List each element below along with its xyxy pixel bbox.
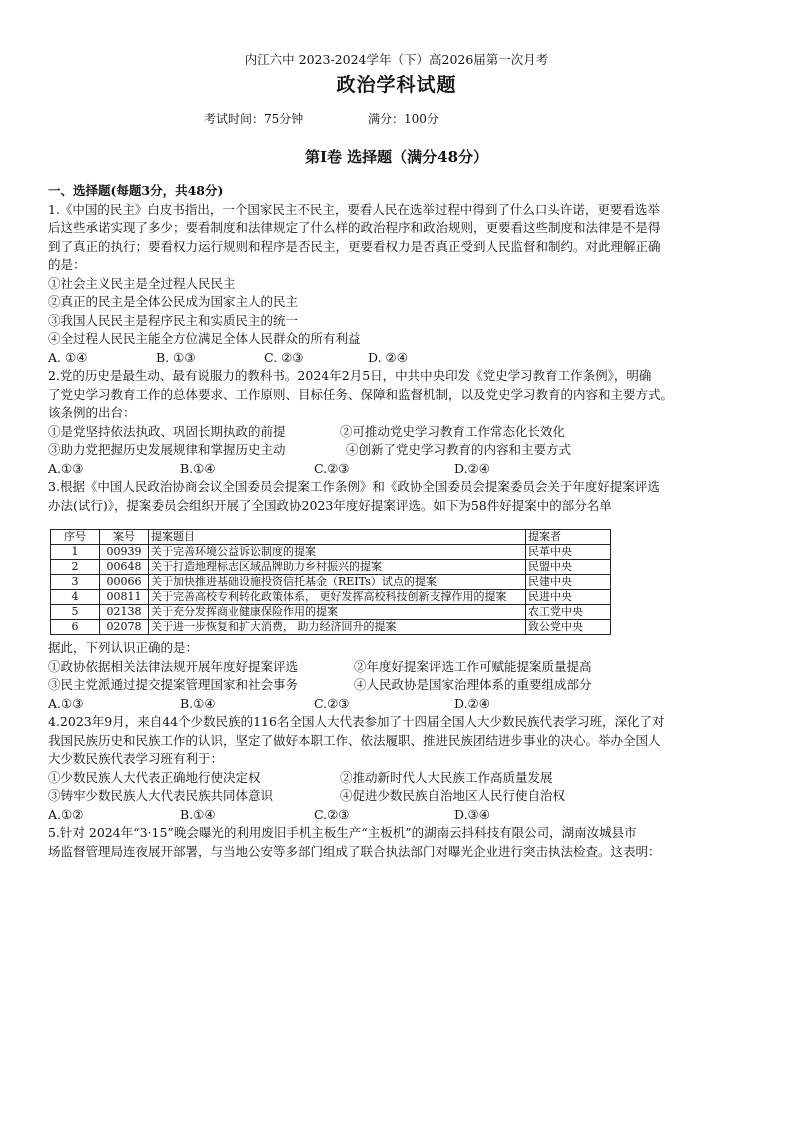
q3-option-a: A.①③ (48, 695, 84, 711)
q2-item: ④创新了党史学习教育的内容和主要方式 (346, 442, 572, 457)
q1-stem-line: 1.《中国的民主》白皮书指出，一个国家民主不民主，要看人民在选举过程中得到了什么口头许诺，更要看选举 (48, 201, 660, 217)
q1-option-b: B. ①③ (156, 349, 196, 365)
table-cell: 6 (51, 620, 100, 635)
q1-stem-line: 到了真正的执行；要看权力运行规则和程序是否民主，更要看权力是否真正受到人民监督和制约。对此理解正确 (48, 238, 661, 254)
table-cell: 02138 (100, 605, 149, 620)
table-cell: 关于进一步恢复和扩大消费， 助力经济回升的提案 (149, 620, 526, 635)
q4-item: ③铸牢少数民族人大代表民族共同体意识 (48, 788, 274, 803)
q3-items-row (48, 676, 748, 695)
table-row (51, 545, 611, 560)
q4-options (48, 806, 748, 825)
q3-items-row (48, 658, 748, 677)
question-5 (48, 824, 748, 861)
table-cell: 2 (51, 560, 100, 575)
q2-stem-line: 了党史学习教育工作的总体要求、工作原则、目标任务、保障和监督机制，以及党史学习教育的内容和主要方式。 (48, 386, 674, 402)
table-cell: 民建中央 (526, 575, 611, 590)
q3-option-b: B.①④ (180, 695, 216, 711)
table-cell: 00066 (100, 575, 149, 590)
q4-item: ①少数民族人大代表正确地行使决定权 (48, 769, 261, 785)
q1-option-d: D. ②④ (368, 349, 408, 365)
q2-option-b: B.①④ (180, 460, 216, 476)
question-3 (48, 478, 748, 713)
q3-option-d: D.②④ (454, 695, 490, 711)
table-row (51, 620, 611, 635)
table-cell: 3 (51, 575, 100, 590)
table-cell: 民进中央 (526, 590, 611, 605)
q4-item: ②推动新时代人大民族工作高质量发展 (340, 769, 553, 785)
q4-option-c: C.②③ (314, 806, 350, 822)
q5-stem-line: 5.针对 2024年“3·15”晚会曝光的利用废旧手机主板生产“主板机”的湖南云抖科技有限公司，湖南汝城县市 (48, 825, 637, 840)
table-cell: 农工党中央 (526, 605, 611, 620)
q5-stem-line: 场监督管理局连夜展开部署，与当地公安等多部门组成了联合执法部门对曝光企业进行突击执法检查。这表明： (48, 843, 661, 859)
q2-item: ②可推动党史学习教育工作常态化长效化 (340, 423, 566, 439)
table-cell: 关于完善环境公益诉讼制度的提案 (149, 545, 526, 560)
question-4 (48, 713, 748, 824)
q2-item: ③助力党把握历史发展规律和掌握历史主动 (48, 442, 286, 457)
q3-stem-line: 3.根据《中国人民政治协商会议全国委员会提案工作条例》和《政协全国委员会提案委员会关于年度好提案评选 (48, 479, 660, 494)
q4-stem-line: 我国民族历史和民族工作的认识，坚定了做好本职工作、依法履职、推进民族团结进步事业的决心。举办全国人 (48, 732, 661, 748)
table-row (51, 605, 611, 620)
proposal-table (50, 529, 611, 635)
q3-item: ①政协依据相关法律法规开展年度好提案评选 (48, 658, 299, 674)
exam-title: 政治学科试题 (336, 74, 457, 96)
q1-option-c: C. ②③ (264, 349, 304, 365)
q2-option-d: D.②④ (454, 460, 490, 476)
q3-option-c: C.②③ (314, 695, 350, 711)
q4-option-d: D.③④ (454, 806, 490, 822)
q4-items-row (48, 769, 748, 788)
table-cell: 00939 (100, 545, 149, 560)
q3-item: ④人民政协是国家治理体系的重要组成部分 (354, 677, 592, 692)
q3-stem-line: 办法(试行)》，提案委员会组织开展了全国政协2023年度好提案评选。如下为58件好提案中的部分名单 (48, 497, 612, 513)
q4-option-b: B.①④ (180, 806, 216, 822)
q1-stem-line: 的是： (48, 257, 86, 272)
q4-stem-line: 大少数民族代表学习班有利于： (48, 751, 224, 766)
q1-item: ②真正的民主是全体公民成为国家主人的民主 (48, 294, 299, 309)
q4-stem-line: 4.2023年9月，来自44个少数民族的116名全国人大代表参加了十四届全国人大少数民族代表学习班，深化了对 (48, 714, 665, 729)
q2-option-c: C.②③ (314, 460, 350, 476)
q2-stem-line: 该条例的出台： (48, 405, 136, 420)
table-header: 序号 (51, 530, 100, 545)
table-cell: 02078 (100, 620, 149, 635)
q2-items-row (48, 441, 748, 460)
table-cell: 关于充分发挥商业健康保险作用的提案 (149, 605, 526, 620)
table-cell: 00811 (100, 590, 149, 605)
table-header: 案号 (100, 530, 149, 545)
exam-subtitle: 内江六中 2023-2024学年（下）高2026届第一次月考 (244, 52, 549, 67)
q3-item: ③民主党派通过提交提案管理国家和社会事务 (48, 677, 299, 692)
table-row (51, 590, 611, 605)
q3-options (48, 695, 748, 714)
table-cell: 民盟中央 (526, 560, 611, 575)
table-cell: 5 (51, 605, 100, 620)
table-row (51, 575, 611, 590)
table-cell: 关于完善高校专利转化政策体系， 更好发挥高校科技创新支撑作用的提案 (149, 590, 526, 605)
section-title: 第Ⅰ卷 选择题（满分48分） (304, 148, 489, 166)
q1-item: ①社会主义民主是全过程人民民主 (48, 275, 236, 291)
table-row (51, 560, 611, 575)
q3-item: ②年度好提案评选工作可赋能提案质量提高 (354, 658, 592, 674)
q4-items-row (48, 787, 748, 806)
q4-item: ④促进少数民族自治地区人民行使自治权 (340, 788, 566, 803)
table-header: 提案者 (526, 530, 611, 545)
table-cell: 关于打造地理标志区域品牌助力乡村振兴的提案 (149, 560, 526, 575)
question-2 (48, 367, 748, 478)
q1-options (48, 349, 748, 368)
table-cell: 致公党中央 (526, 620, 611, 635)
question-1 (48, 201, 748, 368)
table-cell: 4 (51, 590, 100, 605)
part1-heading: 一、选择题(每题3分，共48分) (48, 183, 224, 198)
q1-item: ④全过程人民民主能全方位满足全体人民群众的所有利益 (48, 331, 361, 346)
q1-option-a: A. ①④ (48, 349, 88, 365)
table-cell: 关于加快推进基础设施投资信托基金（REITs）试点的提案 (149, 575, 526, 590)
table-cell: 民革中央 (526, 545, 611, 560)
exam-time: 考试时间：75分钟 (204, 112, 304, 126)
q2-items-row (48, 423, 748, 442)
table-header: 提案题目 (149, 530, 526, 545)
table-cell: 00648 (100, 560, 149, 575)
q4-option-a: A.①② (48, 806, 84, 822)
q2-options (48, 460, 748, 479)
q1-item: ③我国人民民主是程序民主和实质民主的统一 (48, 312, 299, 328)
table-cell: 1 (51, 545, 100, 560)
q3-after-table: 据此，下列认识正确的是： (48, 640, 199, 655)
questions-content (48, 182, 748, 861)
full-score: 满分：100分 (368, 112, 439, 126)
q2-item: ①是党坚持依法执政、巩固长期执政的前提 (48, 423, 286, 439)
table-header-row (51, 530, 611, 545)
q2-option-a: A.①③ (48, 460, 84, 476)
q1-stem-line: 后这些承诺实现了多少；要看制度和法律规定了什么样的政治程序和政治规则，更要看这些制度和法律是不是得 (48, 220, 661, 235)
q2-stem-line: 2.党的历史是最生动、最有说服力的教科书。2024年2月5日，中共中央印发《党史学习教育工作条例》，明确 (48, 368, 652, 383)
